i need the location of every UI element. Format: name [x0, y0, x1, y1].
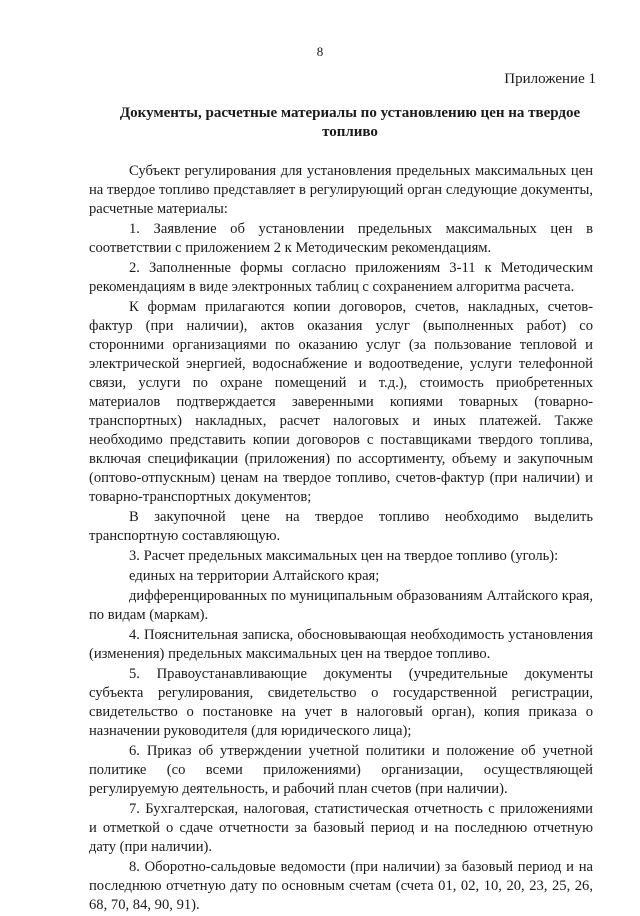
attachments-paragraph: К формам прилагаются копии договоров, счетов, накладных, счетов-фактур (при наличии), актов оказания услуг (выполненных работ) со сторонними организациями по оказанию услуг (за пользование тепловой и электрической энергией, водоснабжение и водоотведение, услуги телефонной связи, услуги по охране помещений и т.д.), стоимость приобретенных материалов подтверждается заверенными копиями товарных (товарно-транспортных) накладных, расчет налоговых и иных платежей. Также необходимо представить копии договоров с поставщиками твердого топлива, включая спецификации (приложения) по ассортименту, объему и закупочным (оптово-отпускным) ценам на твердое топливо, счетов-фактур (при наличии) и товарно-транспортных документов;	[89, 299, 593, 505]
document-body	[89, 162, 593, 916]
item-3-differentiated-paragraph: дифференцированных по муниципальным образованиям Алтайского края, по видам (маркам).	[89, 588, 593, 623]
intro-paragraph: Субъект регулирования для установления предельных максимальных цен на твердое топливо представляет в регулирующий орган следующие документы, расчетные материалы:	[89, 163, 593, 217]
item-8-paragraph: 8. Оборотно-сальдовые ведомости (при наличии) за базовый период и на последнюю отчетную дату по основным счетам (счета 01, 02, 10, 20, 23, 25, 26, 68, 70, 84, 90, 91).	[89, 859, 593, 913]
item-2-paragraph: 2. Заполненные формы согласно приложениям 3-11 к Методическим рекомендациям в виде электронных таблиц с сохранением алгоритма расчета.	[89, 260, 593, 295]
page-number: 8	[316, 44, 324, 59]
item-6-paragraph: 6. Приказ об утверждении учетной политики и положение об учетной политике (со всеми приложениями) организации, осуществляющей регулируемую деятельность, и рабочий план счетов (при наличии).	[89, 743, 593, 797]
appendix-label: Приложение 1	[504, 71, 596, 87]
item-4-paragraph: 4. Пояснительная записка, обосновывающая необходимость установления (изменения) предельных максимальных цен на твердое топливо.	[89, 627, 593, 662]
item-3-unified-paragraph: единых на территории Алтайского края;	[129, 568, 380, 584]
item-7-paragraph: 7. Бухгалтерская, налоговая, статистическая отчетность с приложениями и отметкой о сдаче отчетности за базовый период и на последнюю отчетную дату (при наличии).	[89, 801, 593, 855]
item-1-paragraph: 1. Заявление об установлении предельных максимальных цен в соответствии с приложением 2 к Методическим рекомендациям.	[89, 221, 593, 256]
item-5-paragraph: 5. Правоустанавливающие документы (учредительные документы субъекта регулирования, свидетельство о государственной регистрации, свидетельство о постановке на учет в налоговый орган), копия приказа о назначении руководителя (для юридического лица);	[89, 666, 593, 739]
document-title: Документы, расчетные материалы по установлению цен на твердое топливо	[119, 105, 581, 140]
transport-paragraph: В закупочной цене на твердое топливо необходимо выделить транспортную составляющую.	[89, 509, 593, 544]
item-3-paragraph: 3. Расчет предельных максимальных цен на твердое топливо (уголь):	[129, 548, 559, 564]
